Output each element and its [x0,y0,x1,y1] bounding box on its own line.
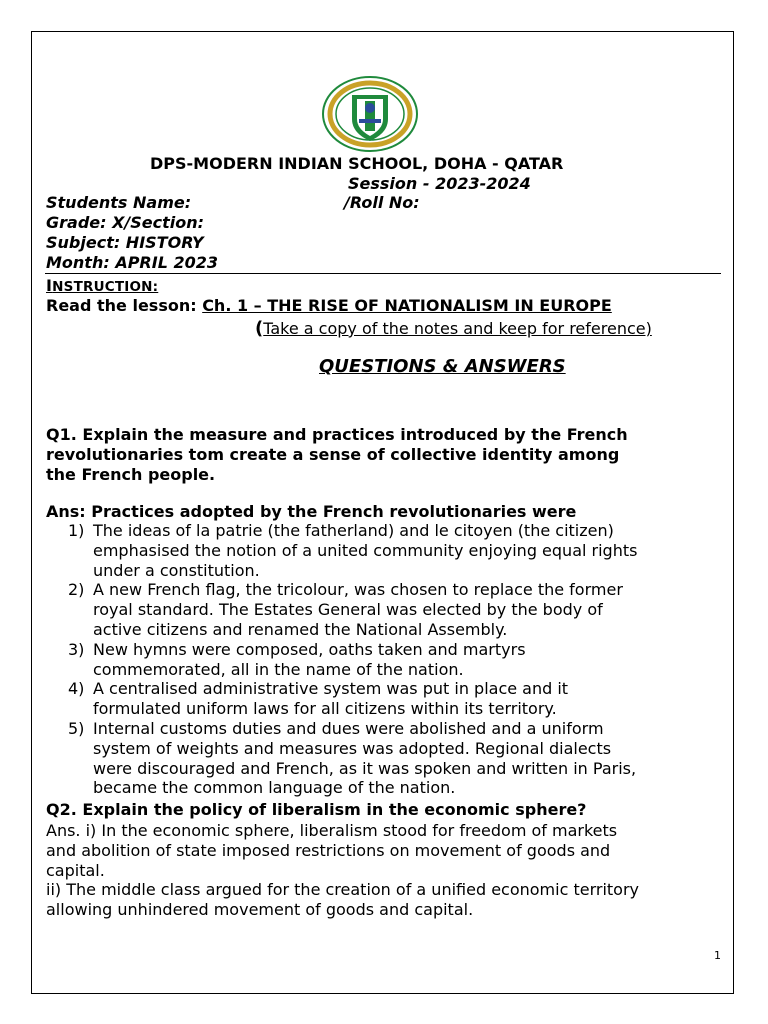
list-item-line: system of weights and measures was adopted. Regional dialects [93,738,612,758]
roll-no-label: /Roll No: [344,193,420,212]
note-text: Take a copy of the notes and keep for reference) [263,319,652,338]
lesson-line [46,296,612,316]
q2-answer-line: allowing unhindered movement of goods and capital. [46,900,474,920]
list-item-line: commemorated, all in the name of the nation. [93,659,464,679]
school-name: DPS-MODERN INDIAN SCHOOL, DOHA - QATAR [150,154,564,173]
subject-label: Subject: HISTORY [46,233,204,252]
q1-question [46,425,628,484]
list-item-line: emphasised the notion of a united community enjoying equal rights [93,540,638,560]
instruction-heading [46,276,158,295]
list-item-line: The ideas of la patrie (the fatherland) and le citoyen (the citizen) [93,521,614,540]
q2-answer-line: Ans. i) In the economic sphere, liberalism stood for freedom of markets [46,821,618,840]
q2-answer-line: and abolition of state imposed restrictions on movement of goods and [46,840,611,860]
list-item-line: under a constitution. [93,560,260,580]
list-item-line: were discouraged and French, as it was spoken and written in Paris, [93,758,637,778]
students-name-label: Students Name: [46,193,192,212]
month-label: Month: APRIL 2023 [46,253,218,272]
list-item-number: 4) [68,679,85,699]
list-item-line: A new French flag, the tricolour, was chosen to replace the former [93,580,623,600]
q1-question-line: Q1. Explain the measure and practices introduced by the French [46,425,628,444]
lesson-chapter: Ch. 1 – THE RISE OF NATIONALISM IN EUROPE [202,296,612,315]
instruction-heading-initial: I [46,276,53,295]
list-item-line: became the common language of the nation. [93,778,456,798]
reference-note [255,319,652,339]
q1-answer-list [45,521,725,798]
list-item [45,640,725,680]
list-item-line: active citizens and renamed the National Assembly. [93,619,508,639]
list-item-number: 5) [68,718,85,738]
list-item-line: royal standard. The Estates General was elected by the body of [93,600,603,620]
list-item-number: 1) [68,521,85,540]
page-number: 1 [714,949,721,962]
q1-question-line: revolutionaries tom create a sense of collective identity among [46,444,620,464]
q2-answer-line: capital. [46,860,105,880]
qa-title: QUESTIONS & ANSWERS [319,356,566,377]
list-item-line: Internal customs duties and dues were abolished and a uniform [93,718,604,738]
note-paren: ( [255,318,264,339]
header-divider [45,273,721,274]
q2-answer-line: ii) The middle class argued for the creation of a unified economic territory [46,880,640,900]
list-item-number: 2) [68,580,85,600]
session-label: Session - 2023-2024 [348,174,531,193]
school-crest-logo [321,75,419,153]
q2-question: Q2. Explain the policy of liberalism in the economic sphere? [46,800,587,819]
lesson-prefix: Read the lesson: [46,296,203,315]
grade-label: Grade: X/Section: [46,213,205,232]
q2-answer [46,821,639,920]
list-item-line: A centralised administrative system was put in place and it [93,679,569,699]
list-item [45,521,725,580]
list-item [45,719,725,798]
instruction-heading-rest: NSTRUCTION: [52,279,159,295]
q1-answer-intro: Ans: Practices adopted by the French revolutionaries were [46,502,577,521]
list-item-number: 3) [68,639,85,659]
list-item [45,679,725,719]
q1-question-line: the French people. [46,464,216,484]
list-item [45,580,725,639]
list-item-line: formulated uniform laws for all citizens within its territory. [93,699,557,719]
list-item-line: New hymns were composed, oaths taken and martyrs [93,639,526,659]
